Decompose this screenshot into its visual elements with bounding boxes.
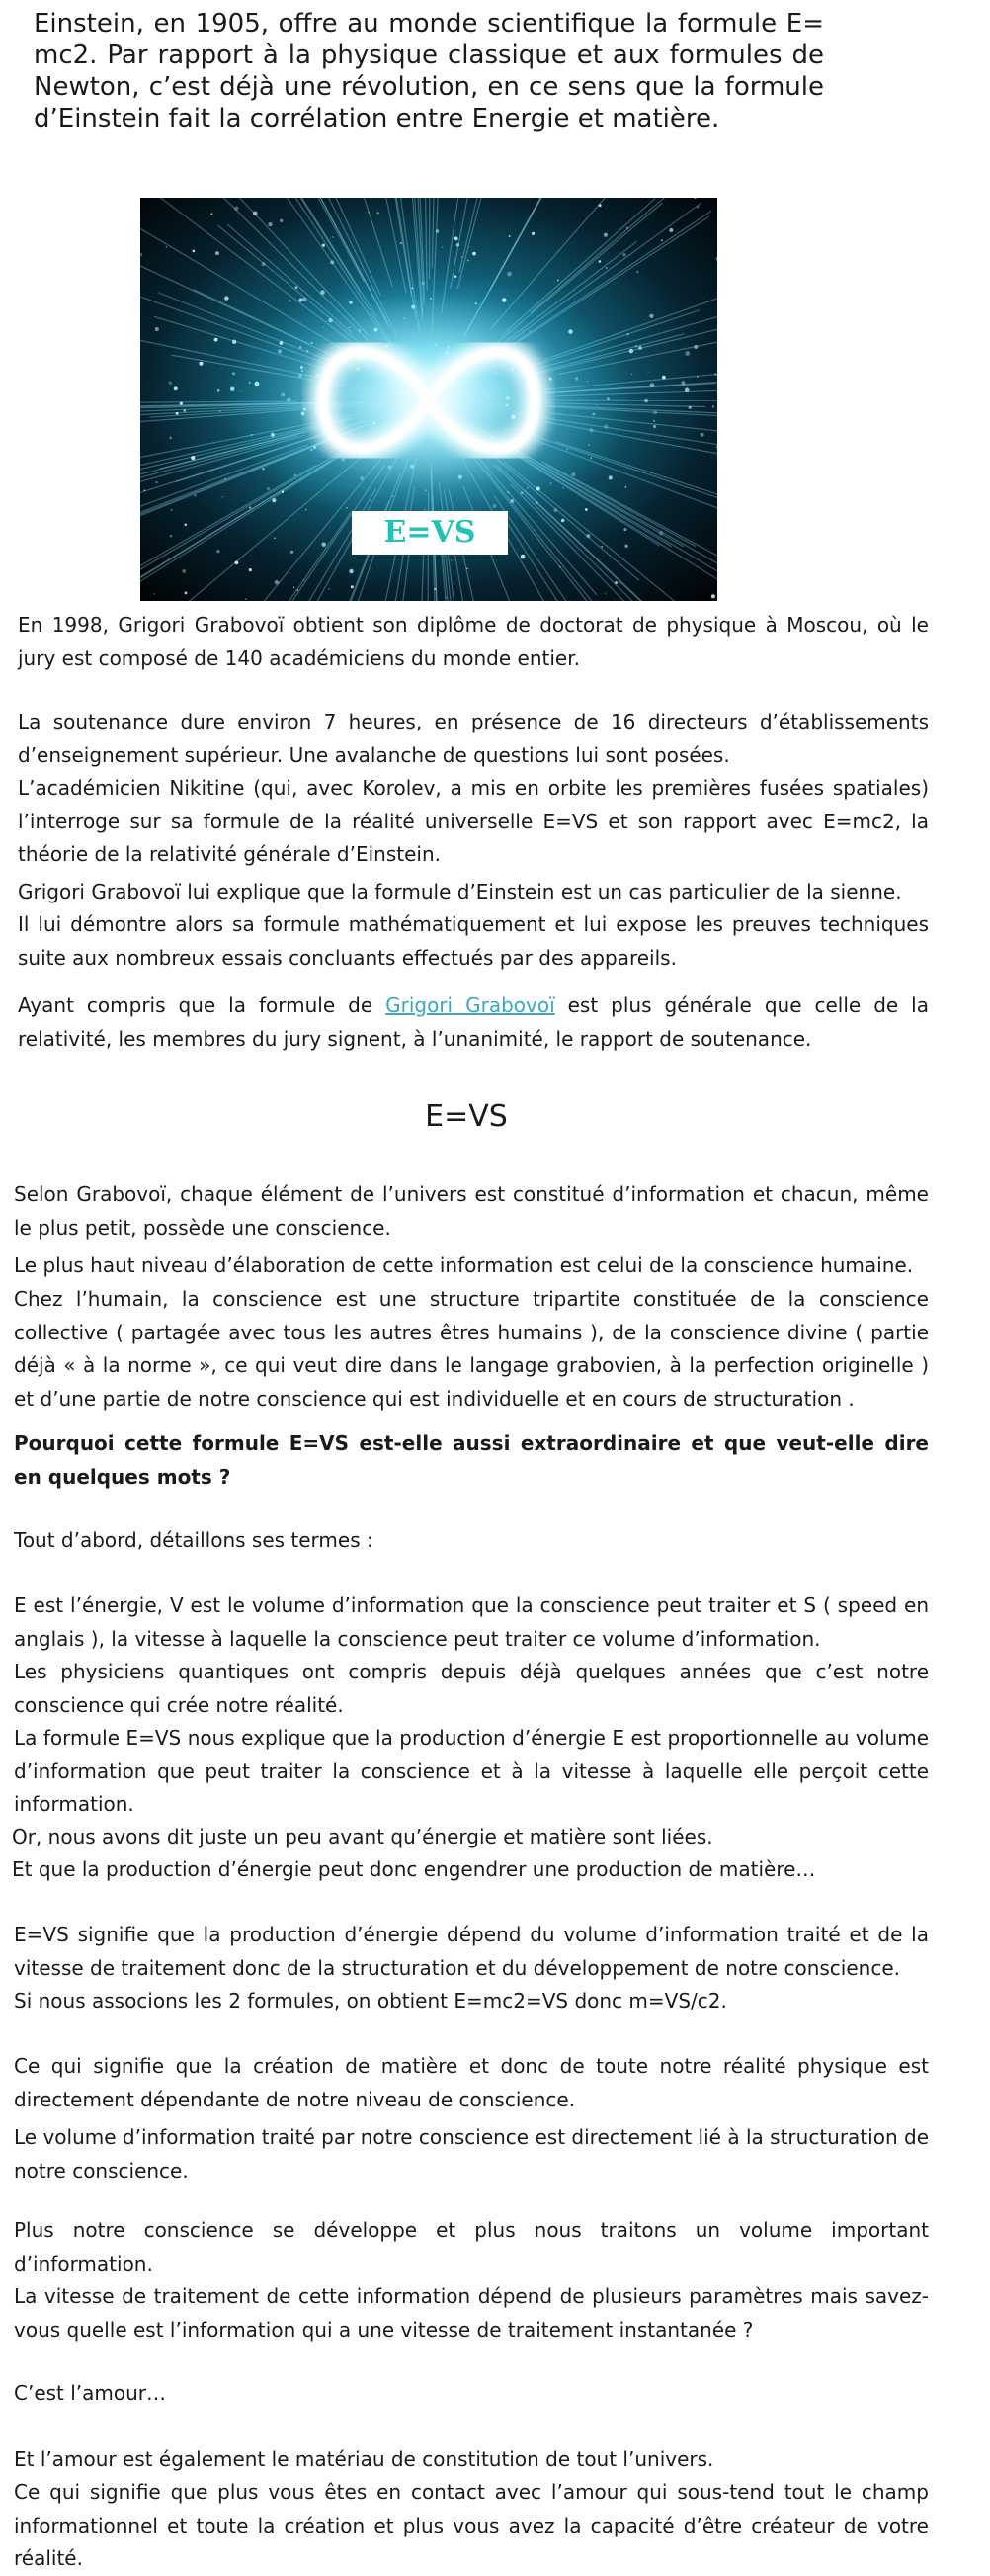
light-spark xyxy=(685,387,690,392)
question-heading: Pourquoi cette formule E=VS est-elle aussi extraordinaire et que veut-elle dire en quelques mots ? xyxy=(14,1427,929,1494)
light-spark xyxy=(661,239,663,241)
paragraph-9: Chez l’humain, la conscience est une structure tripartite constituée de la conscience collective ( partagée avec tous les autres êtres humains ), de la conscience divine ( partie déjà « à la norme », ce qui veut dire dans le langage grabovien, à la perfection originelle ) et d’une partie de notre conscience qui est individuelle et en cours de structuration . xyxy=(14,1283,929,1416)
light-spark xyxy=(245,598,247,600)
paragraph-6-end: est plus générale que celle de la relativité, les membres du jury signent, à l’unanimité, le rapport de soutenance. xyxy=(18,993,929,1051)
light-spark xyxy=(219,410,220,411)
light-spark xyxy=(689,406,692,409)
paragraph-3: L’académicien Nikitine (qui, avec Korolev, a mis en orbite les premières fusées spatiales) l’interroge sur sa formule de la réalité universelle E=VS et son rapport avec E=mc2, la théorie de la relativité générale d’Einstein. xyxy=(18,772,929,872)
light-spark xyxy=(274,538,275,539)
light-spark xyxy=(629,349,633,353)
light-spark xyxy=(211,213,213,215)
light-spark xyxy=(253,211,258,215)
light-spark xyxy=(182,569,186,573)
light-spark xyxy=(711,594,715,598)
paragraph-14: Or, nous avons dit juste un peu avant qu’énergie et matière sont liées. xyxy=(12,1821,929,1854)
paragraph-2: La soutenance dure environ 7 heures, en présence de 16 directeurs d’établissements d’enseignement supérieur. Une avalanche de questions lui sont posées. xyxy=(18,706,929,772)
light-spark xyxy=(714,373,717,376)
light-spark xyxy=(467,260,469,262)
light-spark xyxy=(532,232,535,235)
light-spark xyxy=(622,253,625,256)
light-spark xyxy=(638,346,642,350)
light-spark xyxy=(604,233,608,237)
light-spark xyxy=(377,212,379,214)
light-spark xyxy=(199,362,203,366)
hero-label: E=VS xyxy=(352,511,508,555)
light-spark xyxy=(456,243,459,246)
light-spark xyxy=(509,235,511,237)
light-spark xyxy=(328,588,330,590)
light-spark xyxy=(272,498,276,502)
light-spark xyxy=(305,509,307,511)
light-spark xyxy=(275,580,280,585)
light-spark xyxy=(166,246,168,248)
light-spark xyxy=(234,207,238,211)
light-spark xyxy=(507,272,512,277)
light-spark xyxy=(303,580,305,582)
light-spark xyxy=(599,260,602,263)
light-spark xyxy=(400,242,402,244)
paragraph-10: Tout d’abord, détaillons ses termes : xyxy=(14,1524,929,1558)
light-spark xyxy=(155,327,159,331)
light-spark xyxy=(609,475,613,479)
light-spark xyxy=(685,351,690,356)
light-spark xyxy=(472,252,476,256)
light-spark xyxy=(144,489,146,491)
light-spark xyxy=(154,593,155,594)
light-spark xyxy=(351,585,354,588)
light-spark xyxy=(626,227,628,229)
light-spark xyxy=(215,251,219,255)
light-spark xyxy=(647,371,648,372)
light-spark xyxy=(635,345,637,347)
light-spark xyxy=(224,478,226,480)
paragraph-7: Selon Grabovoï, chaque élément de l’univers est constitué d’information et chacun, même le plus petit, possède une conscience. xyxy=(14,1178,929,1245)
light-spark xyxy=(330,260,334,264)
grigori-grabovoi-link[interactable]: Grigori Grabovoï xyxy=(385,993,555,1017)
light-spark xyxy=(169,437,172,440)
light-spark xyxy=(466,567,468,569)
light-spark xyxy=(623,528,626,531)
light-spark xyxy=(249,568,252,571)
light-spark xyxy=(446,597,448,599)
light-spark xyxy=(322,244,325,247)
paragraph-12: Les physiciens quantiques ont compris depuis déjà quelques années que c’est notre conscience qui crée notre réalité. xyxy=(14,1656,929,1722)
light-spark xyxy=(368,211,370,213)
paragraph-23: Et l’amour est également le matériau de constitution de tout l’univers. xyxy=(14,2444,929,2477)
light-spark xyxy=(636,271,639,274)
paragraph-18: Ce qui signifie que la création de matière et donc de toute notre réalité physique est directement dépendante de notre niveau de conscience. xyxy=(14,2050,929,2116)
light-spark xyxy=(216,550,219,553)
light-spark xyxy=(193,250,196,253)
light-spark xyxy=(289,300,291,302)
paragraph-19: Le volume d’information traité par notre conscience est directement lié à la structuration de notre conscience. xyxy=(14,2121,929,2188)
paragraph-6-start: Ayant compris que la formule de xyxy=(18,993,385,1017)
paragraph-22: C’est l’amour… xyxy=(14,2377,929,2411)
light-spark xyxy=(290,551,293,554)
light-spark xyxy=(694,345,698,349)
light-spark xyxy=(268,222,272,226)
light-spark xyxy=(626,333,629,336)
light-spark xyxy=(701,433,704,437)
light-spark xyxy=(559,566,561,568)
paragraph-15: Et que la production d’énergie peut donc engendrer une production de matière… xyxy=(12,1853,929,1887)
light-spark xyxy=(605,592,607,594)
paragraph-21: La vitesse de traitement de cette information dépend de plusieurs paramètres mais savez-vous quelle est l’information qui a une vitesse de traitement instantanée ? xyxy=(14,2280,929,2347)
light-spark xyxy=(521,555,526,559)
light-spark xyxy=(249,506,251,508)
light-spark xyxy=(297,589,298,590)
infinity-light-image xyxy=(140,198,717,601)
light-spark xyxy=(191,456,195,460)
light-spark xyxy=(653,420,655,422)
light-spark xyxy=(436,229,440,233)
light-spark xyxy=(332,236,334,238)
light-spark xyxy=(267,487,270,490)
light-spark xyxy=(650,383,655,387)
light-spark xyxy=(624,545,627,548)
light-spark xyxy=(194,494,197,497)
light-spark xyxy=(653,411,657,415)
paragraph-17: Si nous associons les 2 formules, on obtient E=mc2=VS donc m=VS/c2. xyxy=(14,1985,929,2018)
light-spark xyxy=(280,218,283,221)
formula-heading: E=VS xyxy=(0,1097,933,1137)
paragraph-6 xyxy=(18,989,929,1056)
light-spark xyxy=(585,508,588,511)
paragraph-13: La formule E=VS nous explique que la production d’énergie E est proportionnelle au volume d’information que peut traiter la conscience et à la vitesse à laquelle elle perçoit cette information. xyxy=(14,1722,929,1822)
light-spark xyxy=(232,340,236,344)
light-spark xyxy=(586,534,590,538)
light-spark xyxy=(659,531,664,536)
light-spark xyxy=(170,509,172,511)
light-spark xyxy=(169,381,173,385)
light-spark xyxy=(601,546,603,548)
light-spark xyxy=(697,206,699,208)
light-spark xyxy=(214,338,218,342)
paragraph-16: E=VS signifie que la production d’énergie dépend du volume d’information traité et de la vitesse de traitement donc de la structuration et du développement de notre conscience. xyxy=(14,1919,929,1985)
paragraph-1: En 1998, Grigori Grabovoï obtient son diplôme de doctorat de physique à Moscou, où le jury est composé de 140 académiciens du monde entier. xyxy=(18,609,929,675)
paragraph-20: Plus notre conscience se développe et plus nous traitons un volume important d’information. xyxy=(14,2214,929,2280)
light-spark xyxy=(174,386,178,390)
light-spark xyxy=(451,559,453,561)
paragraph-8: Le plus haut niveau d’élaboration de cette information est celui de la conscience humaine. xyxy=(14,1249,929,1283)
light-spark xyxy=(295,286,298,289)
light-spark xyxy=(434,588,436,590)
light-spark xyxy=(615,581,618,584)
light-spark xyxy=(293,587,294,588)
light-spark xyxy=(217,389,220,392)
light-spark xyxy=(649,314,653,318)
paragraph-4: Grigori Grabovoï lui explique que la formule d’Einstein est un cas particulier de la sienne. xyxy=(18,876,929,909)
light-spark xyxy=(662,376,666,380)
light-spark xyxy=(606,267,608,269)
light-spark xyxy=(170,535,173,538)
light-spark xyxy=(454,236,458,240)
light-spark xyxy=(235,560,239,564)
light-spark xyxy=(599,204,602,207)
light-spark xyxy=(321,543,326,548)
light-spark xyxy=(553,508,557,512)
light-spark xyxy=(176,412,179,415)
light-spark xyxy=(184,524,187,527)
light-spark xyxy=(712,405,714,407)
light-spark xyxy=(653,425,656,428)
light-spark xyxy=(681,381,685,385)
light-spark xyxy=(156,481,158,483)
light-spark xyxy=(697,376,698,377)
light-spark xyxy=(224,296,228,300)
light-spark xyxy=(557,280,559,282)
light-spark xyxy=(644,399,648,403)
light-spark xyxy=(442,247,443,248)
paragraph-5: Il lui démontre alors sa formule mathématiquement et lui expose les preuves techniques suite aux nombreux essais concluants effectués par des appareils. xyxy=(18,908,929,975)
light-spark xyxy=(461,256,463,258)
paragraph-24: Ce qui signifie que plus vous êtes en contact avec l’amour qui sous-tend tout le champ informationnel et toute la création et plus vous avez la capacité d’être créateur de votre réalité. xyxy=(14,2476,929,2576)
paragraph-11: E est l’énergie, V est le volume d’information que la conscience peut traiter et S ( speed en anglais ), la vitesse à laquelle la conscience peut traiter ce volume d’information. xyxy=(14,1589,929,1656)
light-spark xyxy=(669,228,673,232)
light-spark xyxy=(561,519,565,523)
light-spark xyxy=(221,496,223,498)
light-spark xyxy=(262,262,266,266)
light-spark xyxy=(624,486,626,488)
intro-paragraph: Einstein, en 1905, offre au monde scientifique la formule E= mc2. Par rapport à la physique classique et aux formules de Newton, c’est déjà une révolution, en ce sens que la formule d’Einstein fait la corrélation entre Energie et matière. xyxy=(34,8,824,134)
light-spark xyxy=(185,592,188,595)
light-spark xyxy=(180,402,183,405)
light-spark xyxy=(183,409,186,412)
light-spark xyxy=(349,569,353,573)
